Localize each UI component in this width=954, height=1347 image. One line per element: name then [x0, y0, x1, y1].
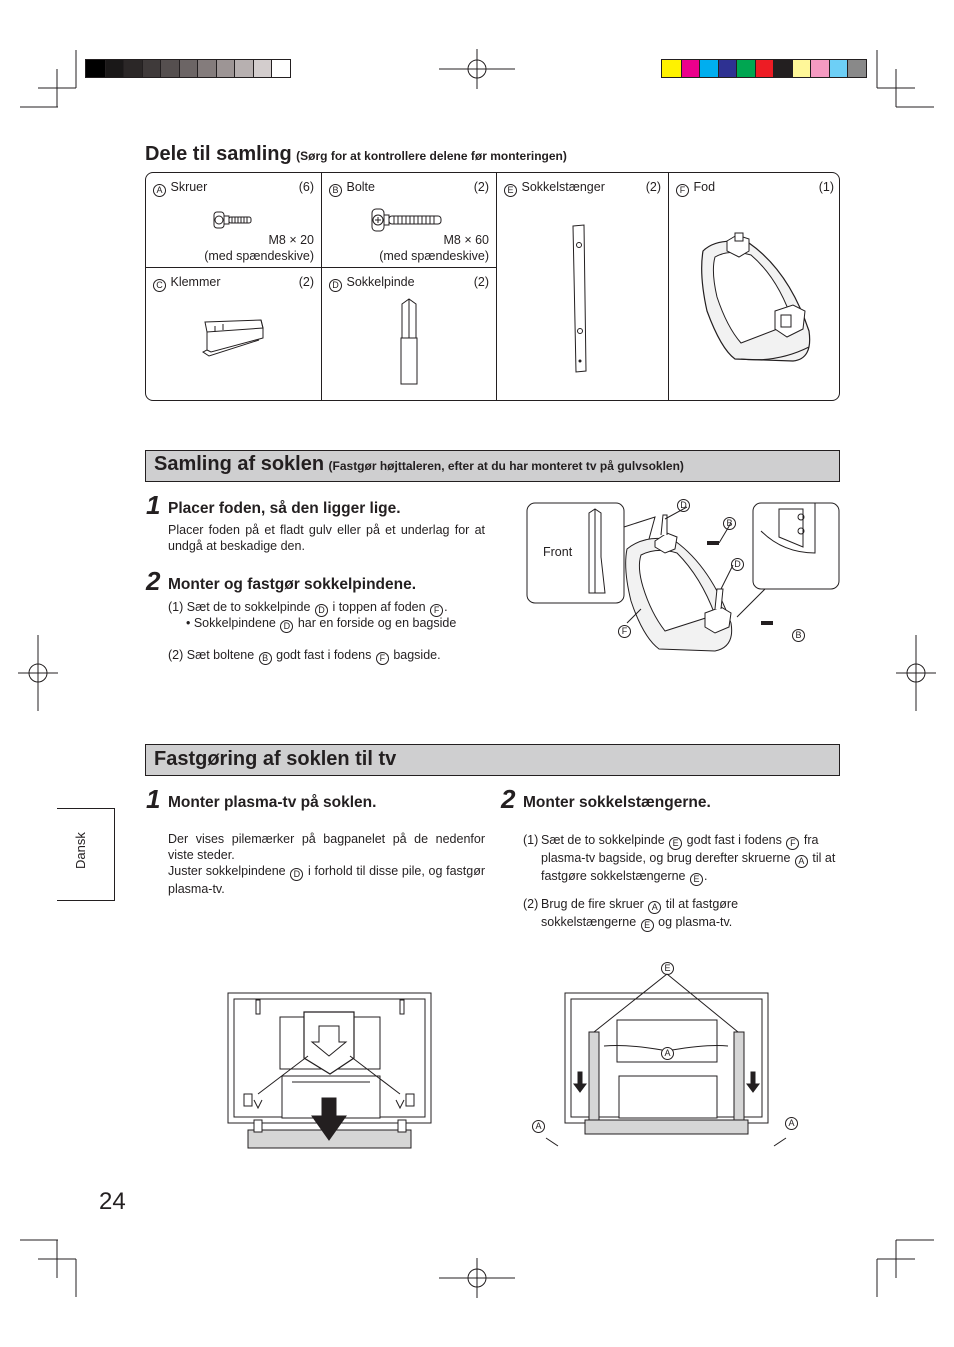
s2-step1-title: Monter plasma-tv på soklen.: [168, 794, 377, 811]
section-attach-title: Fastgøring af soklen til tv: [154, 748, 397, 770]
part-c-qty: (2): [298, 275, 314, 289]
s2-step2-item1: (1) Sæt de to sokkelpinde E godt fast i fodens F fra plasma-tv bagside, og brug derefter skruerne A til at fastgøre sokkelstængerne E .: [523, 833, 836, 884]
color-swatch: [773, 60, 792, 77]
part-b-qty: (2): [473, 180, 489, 194]
color-swatch: [253, 60, 272, 77]
color-swatch: [105, 60, 124, 77]
color-swatch: [718, 60, 737, 77]
part-b-spec-size: M8 × 60: [443, 233, 489, 247]
part-a-qty: (6): [298, 180, 314, 194]
s2-step1-number: 1: [146, 784, 161, 814]
bolt-image: [370, 207, 444, 233]
stand-assembly-figure: [525, 497, 843, 662]
clamp-image: [201, 316, 267, 358]
s2-step2-number: 2: [501, 784, 516, 814]
color-swatch: [86, 60, 105, 77]
color-swatch: [142, 60, 161, 77]
s1-step2-bullet: • Sokkelpindene D har en forside og en bagside: [186, 616, 457, 631]
fig2-label-a-left: A: [532, 1120, 545, 1133]
part-a-cell: [146, 173, 322, 267]
screw-image: [212, 209, 256, 231]
s1-step2-line1: (1) Sæt de to sokkelpinde D i toppen af foden F .: [168, 600, 448, 615]
part-f-letter: F: [676, 184, 689, 197]
s2-step2-title: Monter sokkelstængerne.: [523, 794, 711, 811]
grayscale-bar: [85, 59, 291, 78]
s1-step2-title: Monter og fastgør sokkelpindene.: [168, 576, 417, 593]
color-swatch: [662, 60, 681, 77]
color-swatch: [829, 60, 848, 77]
part-e-letter: E: [504, 184, 517, 197]
part-b-cell: [322, 173, 497, 267]
parts-heading: [145, 143, 567, 166]
section-assemble-subtitle: (Fastgør højttaleren, efter at du har monteret tv på gulvsoklen): [328, 459, 684, 473]
parts-title: Dele til samling: [145, 143, 292, 165]
s1-step2-line2: (2) Sæt boltene B godt fast i fodens F bagside.: [168, 648, 441, 663]
fig-label-d-top: D: [677, 499, 690, 512]
s1-step1-title: Placer foden, så den ligger lige.: [168, 500, 401, 517]
part-a-name: Skruer: [170, 180, 208, 194]
section-assemble-banner: [145, 450, 840, 482]
fig2-label-a-center: A: [661, 1047, 674, 1060]
foot-image: [697, 231, 815, 367]
part-d-name: Sokkelpinde: [346, 275, 415, 289]
front-label: Front: [543, 545, 573, 559]
part-e-qty: (2): [645, 180, 661, 194]
fig2-label-e: E: [661, 962, 674, 975]
part-c-letter: C: [153, 279, 166, 292]
color-swatch: [179, 60, 198, 77]
color-swatch: [699, 60, 718, 77]
part-b-spec-washer: (med spændeskive): [379, 249, 489, 263]
part-a-spec-washer: (med spændeskive): [204, 249, 314, 263]
s1-step1-text: Placer foden på et fladt gulv eller på et underlag for at undgå at beskadige den.: [168, 523, 485, 553]
part-f-qty: (1): [818, 180, 834, 194]
fig-label-f: F: [618, 625, 631, 638]
section-attach-banner: [145, 744, 840, 776]
color-swatch: [271, 60, 290, 77]
color-swatch: [123, 60, 142, 77]
color-bar: [661, 59, 867, 78]
rod-image: [570, 223, 590, 375]
part-c-name: Klemmer: [170, 275, 221, 289]
part-d-letter: D: [329, 279, 342, 292]
page-number: 24: [99, 1188, 126, 1215]
s2-step1-text2: Juster sokkelpindene D i forhold til disse pile, og fastgør plasma-tv.: [168, 864, 485, 896]
tv-on-stand-figure: [226, 990, 436, 1155]
part-e-name: Sokkelstænger: [521, 180, 605, 194]
color-swatch: [792, 60, 811, 77]
part-f-cell: [669, 173, 840, 401]
color-swatch: [847, 60, 866, 77]
parts-subtitle: (Sørg for at kontrollere delene før monteringen): [296, 149, 567, 163]
fig2-label-a-right: A: [785, 1117, 798, 1130]
section-assemble-title: Samling af soklen: [154, 453, 325, 475]
s2-step2-item2: (2) Brug de fire skruer A til at fastgøre sokkelstængerne E og plasma-tv.: [523, 897, 739, 930]
pin-image: [396, 298, 422, 388]
part-c-cell: [146, 268, 322, 401]
part-d-cell: [322, 268, 497, 401]
part-b-name: Bolte: [346, 180, 375, 194]
part-b-letter: B: [329, 184, 342, 197]
color-swatch: [755, 60, 774, 77]
tv-rods-figure: [528, 960, 803, 1160]
fig-label-b-bottom: B: [792, 629, 805, 642]
color-swatch: [810, 60, 829, 77]
fig-label-d-mid: D: [731, 558, 744, 571]
color-swatch: [681, 60, 700, 77]
part-a-spec-size: M8 × 20: [268, 233, 314, 247]
fig-label-b-top: B: [723, 517, 736, 530]
s1-step2-number: 2: [146, 566, 161, 596]
color-swatch: [160, 60, 179, 77]
s2-step1-text1: Der vises pilemærker på bagpanelet på de nedenfor viste steder.: [168, 832, 485, 862]
part-e-cell: [497, 173, 669, 401]
part-d-qty: (2): [473, 275, 489, 289]
color-swatch: [736, 60, 755, 77]
color-swatch: [234, 60, 253, 77]
part-a-letter: A: [153, 184, 166, 197]
s1-step1-number: 1: [146, 490, 161, 520]
color-swatch: [216, 60, 235, 77]
language-tab: [57, 808, 115, 901]
language-tab-label: Dansk: [73, 832, 88, 869]
parts-table: [145, 172, 840, 401]
color-swatch: [197, 60, 216, 77]
part-f-name: Fod: [693, 180, 716, 194]
